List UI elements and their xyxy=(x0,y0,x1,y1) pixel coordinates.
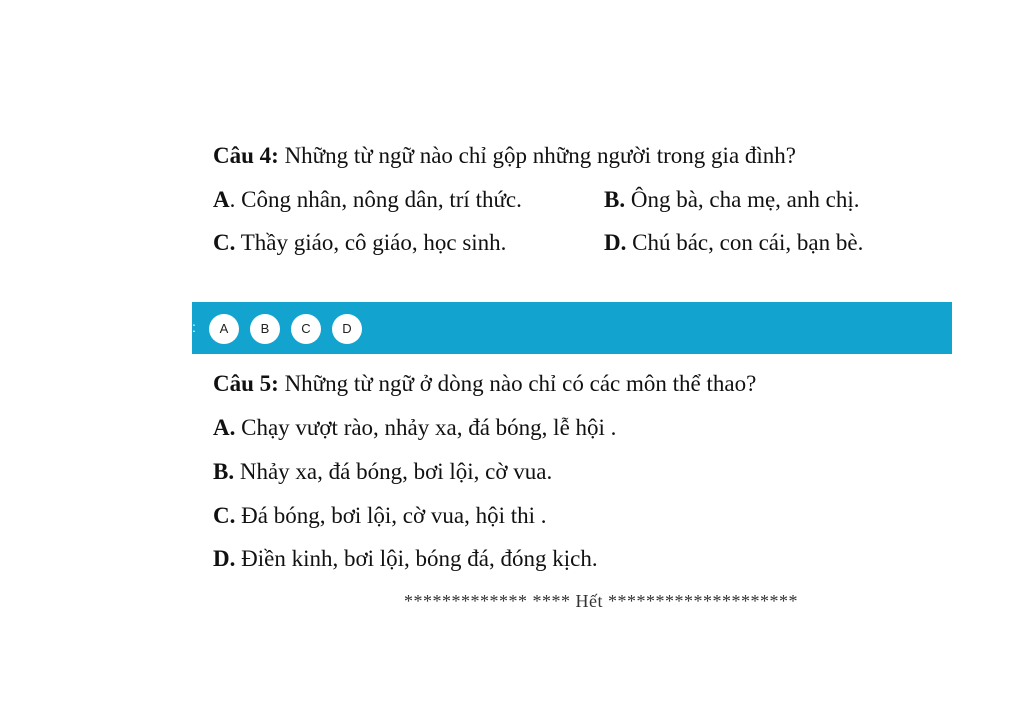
question-5-label: Câu 5: xyxy=(213,371,279,396)
end-marker: ************* **** Hết ******************** xyxy=(404,591,798,611)
answer-button-d[interactable]: D xyxy=(332,314,362,344)
option-key: C. xyxy=(213,230,236,255)
question-4-option-d xyxy=(604,229,863,257)
question-5-option-d xyxy=(213,545,598,573)
option-key: D. xyxy=(213,546,236,571)
question-5-option-c xyxy=(213,502,547,530)
option-key: B. xyxy=(604,187,626,212)
answer-choice-bar xyxy=(192,302,952,354)
option-key: A. xyxy=(213,415,236,440)
option-text: Ông bà, cha mẹ, anh chị. xyxy=(625,187,860,212)
question-4-option-a xyxy=(213,186,522,214)
option-text: Điền kinh, bơi lội, bóng đá, đóng kịch. xyxy=(235,546,598,571)
question-4-option-b xyxy=(604,186,860,214)
question-5-text: Những từ ngữ ở dòng nào chỉ có các môn thể thao? xyxy=(278,371,757,396)
question-4-label: Câu 4: xyxy=(213,143,279,168)
answer-button-b[interactable]: B xyxy=(250,314,280,344)
bar-colon-label: : xyxy=(192,319,196,335)
option-key: B. xyxy=(213,459,235,484)
option-text: Đá bóng, bơi lội, cờ vua, hội thi . xyxy=(235,503,547,528)
question-4-option-c xyxy=(213,229,506,257)
question-4-text: Những từ ngữ nào chỉ gộp những người trong gia đình? xyxy=(278,143,796,168)
option-key: D. xyxy=(604,230,627,255)
answer-button-c[interactable]: C xyxy=(291,314,321,344)
answer-button-a[interactable]: A xyxy=(209,314,239,344)
question-5-option-b xyxy=(213,458,552,486)
option-text: . Công nhân, nông dân, trí thức. xyxy=(229,187,522,212)
option-text: Chú bác, con cái, bạn bè. xyxy=(626,230,864,255)
question-4-title xyxy=(213,142,796,170)
option-text: Chạy vượt rào, nhảy xa, đá bóng, lễ hội . xyxy=(235,415,617,440)
option-text: Thầy giáo, cô giáo, học sinh. xyxy=(235,230,507,255)
option-text: Nhảy xa, đá bóng, bơi lội, cờ vua. xyxy=(234,459,553,484)
option-key: C. xyxy=(213,503,236,528)
question-5-option-a xyxy=(213,414,616,442)
question-5-title xyxy=(213,370,756,398)
option-key: A xyxy=(213,187,230,212)
